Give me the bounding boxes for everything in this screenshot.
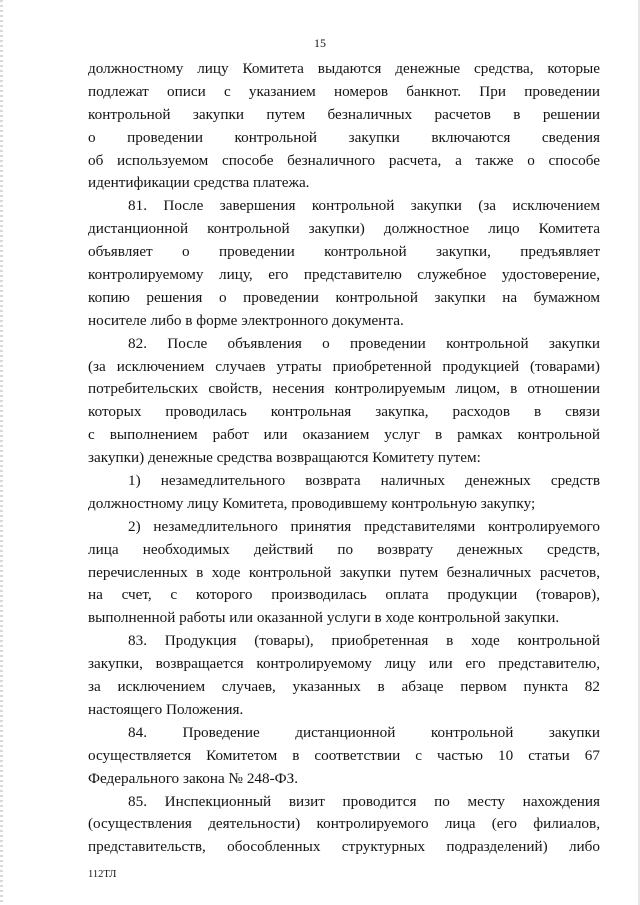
- text-line: 81. После завершения контрольной закупки (за исключением: [128, 197, 600, 215]
- text-line: объявляет о проведении контрольной закупки, предъявляет: [88, 243, 600, 261]
- text-line: 83. Продукция (товары), приобретенная в ходе контрольной: [128, 632, 600, 650]
- text-line: 2) незамедлительного принятия представителями контролируемого: [128, 517, 600, 535]
- page-number: 15: [314, 36, 326, 50]
- scan-edge-left: [0, 0, 3, 905]
- text-line: Федерального закона № 248-ФЗ.: [88, 769, 299, 787]
- text-line: 1) незамедлительного возврата наличных денежных средств: [128, 472, 600, 490]
- text-line: которых проводилась контрольная закупка, расходов в связи: [88, 403, 600, 421]
- text-line: лица необходимых действий по возврату денежных средств,: [88, 540, 600, 558]
- text-line: 82. После объявления о проведении контрольной закупки: [128, 334, 600, 352]
- footer-code: 112ТЛ: [88, 869, 117, 880]
- text-line: носителе либо в форме электронного документа.: [88, 311, 404, 329]
- text-line: закупки, возвращается контролируемому лицу или его представителю,: [88, 655, 600, 673]
- text-line: выполненной работы или оказанной услуги в ходе контрольной закупки.: [88, 609, 560, 627]
- text-line: контрольной закупки путем безналичных расчетов в решении: [88, 105, 600, 123]
- text-line: осуществляется Комитетом в соответствии с частью 10 статьи 67: [88, 746, 600, 764]
- text-line: настоящего Положения.: [88, 700, 244, 718]
- text-line: идентификации средства платежа.: [88, 174, 310, 192]
- body-text: [88, 58, 600, 859]
- text-line: об используемом способе безналичного расчета, а также о способе: [88, 151, 600, 169]
- text-line: с выполнением работ или оказанием услуг в рамках контрольной: [88, 426, 600, 444]
- text-line: дистанционной контрольной закупки) должностное лицо Комитета: [88, 220, 600, 238]
- text-line: копию решения о проведении контрольной закупки на бумажном: [88, 288, 600, 306]
- text-line: должностному лицу Комитета, проводившему контрольную закупку;: [88, 494, 536, 512]
- text-line: 85. Инспекционный визит проводится по месту нахождения: [128, 792, 600, 810]
- text-line: перечисленных в ходе контрольной закупки путем безналичных расчетов,: [88, 563, 600, 581]
- text-line: 84. Проведение дистанционной контрольной закупки: [128, 723, 600, 741]
- text-line: представительств, обособленных структурных подразделений) либо: [88, 838, 600, 856]
- text-line: на счет, с которого производилась оплата продукции (товаров),: [88, 586, 600, 604]
- text-line: должностному лицу Комитета выдаются денежные средства, которые: [88, 60, 600, 77]
- text-line: подлежат описи с указанием номеров банкнот. При проведении: [88, 82, 600, 100]
- text-line: закупки) денежные средства возвращаются Комитету путем:: [88, 449, 481, 467]
- text-line: о проведении контрольной закупки включаются сведения: [88, 128, 600, 146]
- text-line: контролируемому лицу, его представителю служебное удостоверение,: [88, 266, 600, 284]
- text-line: потребительских свойств, несения контролируемым лицом, в отношении: [88, 380, 600, 398]
- text-line: за исключением случаев, указанных в абзаце первом пункта 82: [88, 678, 600, 696]
- text-line: (за исключением случаев утраты приобретенной продукцией (товарами): [88, 357, 600, 375]
- text-line: (осуществления деятельности) контролируемого лица (его филиалов,: [88, 815, 600, 833]
